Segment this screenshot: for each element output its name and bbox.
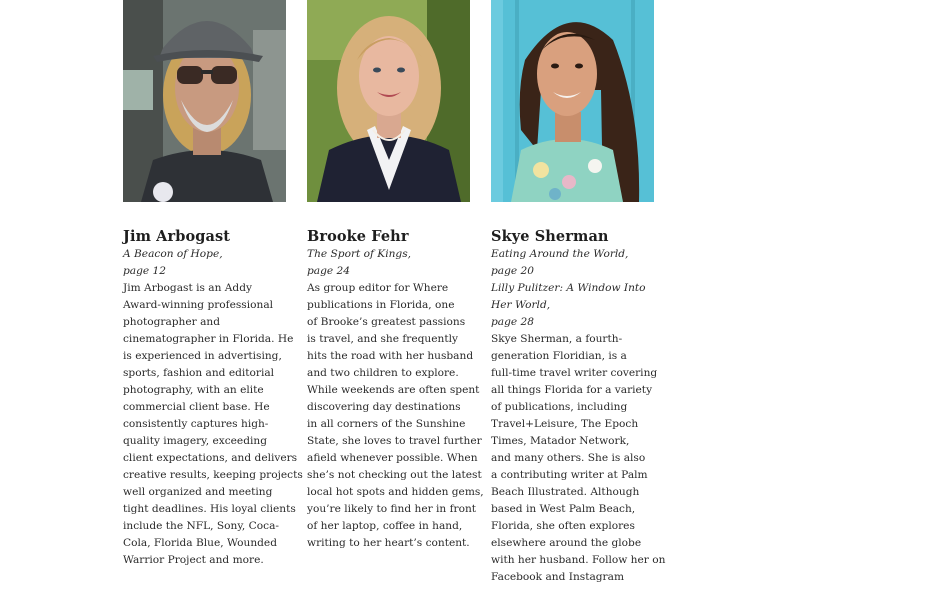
- bio-line: you’re likely to find her in front: [307, 503, 477, 515]
- bio-line: client expectations, and delivers: [123, 452, 298, 464]
- bio-line: State, she loves to travel further: [307, 435, 482, 447]
- story-title: Eating Around the World,: [491, 248, 629, 260]
- bio-line: photographer and: [123, 316, 221, 328]
- bio-line: Beach Illustrated. Although: [491, 486, 640, 498]
- bio-line: Jim Arbogast is an Addy: [123, 282, 252, 294]
- story-page: page 20: [491, 265, 534, 277]
- bio-line: well organized and meeting: [123, 486, 273, 498]
- story-title: A Beacon of Hope,: [123, 248, 223, 260]
- bio-line: a contributing writer at Palm: [491, 469, 648, 481]
- bio-line: is travel, and she frequently: [307, 333, 458, 345]
- story-title: The Sport of Kings,: [307, 248, 412, 260]
- bio-line: Facebook and Instagram: [491, 571, 624, 583]
- bio-line: publications in Florida, one: [307, 299, 455, 311]
- bio-line: elsewhere around the globe: [491, 537, 642, 549]
- bio-line: of publications, including: [491, 401, 628, 413]
- bio-line: based in West Palm Beach,: [491, 503, 636, 515]
- contributor-card-brooke-fehr: [307, 0, 484, 552]
- bio-line: sports, fashion and editorial: [123, 367, 275, 379]
- bio-line: generation Floridian, is a: [491, 350, 627, 362]
- contributor-name: Brooke Fehr: [307, 228, 409, 245]
- bio-line: Award-winning professional: [123, 299, 274, 311]
- contributor-bio: [491, 331, 666, 586]
- contributor-card-jim-arbogast: [123, 0, 303, 569]
- bio-line: full-time travel writer covering: [491, 367, 658, 379]
- bio-line: creative results, keeping projects: [123, 469, 303, 481]
- bio-line: afield whenever possible. When: [307, 452, 478, 464]
- bio-line: photography, with an elite: [123, 384, 264, 396]
- bio-line: Cola, Florida Blue, Wounded: [123, 537, 277, 549]
- portrait-illustration: [123, 0, 286, 202]
- bio-line: As group editor for Where: [307, 282, 449, 294]
- bio-line: discovering day destinations: [307, 401, 461, 413]
- bio-line: Warrior Project and more.: [123, 554, 264, 566]
- story-page: page 28: [491, 316, 534, 328]
- bio-line: commercial client base. He: [123, 401, 270, 413]
- bio-line: hits the road with her husband: [307, 350, 474, 362]
- bio-line: with her husband. Follow her on: [491, 554, 666, 566]
- bio-line: and two children to explore.: [307, 367, 459, 379]
- bio-line: consistently captures high-: [123, 418, 269, 430]
- story-page: page 12: [123, 265, 166, 277]
- bio-line: writing to her heart’s content.: [307, 537, 470, 549]
- bio-line: of Brooke’s greatest passions: [307, 316, 466, 328]
- bio-line: Skye Sherman, a fourth-: [491, 333, 623, 345]
- bio-line: local hot spots and hidden gems,: [307, 486, 484, 498]
- contributor-photo: [123, 0, 286, 202]
- bio-line: all things Florida for a variety: [491, 384, 653, 396]
- contributor-bio: [123, 280, 303, 569]
- contributor-name: Skye Sherman: [491, 228, 609, 245]
- contributor-card-skye-sherman: [491, 0, 666, 586]
- bio-line: in all corners of the Sunshine: [307, 418, 466, 430]
- bio-line: cinematographer in Florida. He: [123, 333, 294, 345]
- contributor-photo: [307, 0, 470, 202]
- story-title: Lilly Pulitzer: A Window Into: [491, 282, 646, 294]
- bio-line: While weekends are often spent: [307, 384, 480, 396]
- bio-line: of her laptop, coffee in hand,: [307, 520, 463, 532]
- bio-line: tight deadlines. His loyal clients: [123, 503, 296, 515]
- bio-line: and many others. She is also: [491, 452, 646, 464]
- bio-line: Florida, she often explores: [491, 520, 635, 532]
- bio-line: Travel+Leisure, The Epoch: [491, 418, 639, 430]
- contributor-name: Jim Arbogast: [123, 228, 231, 245]
- bio-line: she’s not checking out the latest: [307, 469, 482, 481]
- portrait-illustration: [491, 0, 654, 202]
- contributor-bio: [307, 280, 484, 552]
- contributor-photo: [491, 0, 654, 202]
- bio-line: Times, Matador Network,: [491, 435, 630, 447]
- portrait-illustration: [307, 0, 470, 202]
- story-title: Her World,: [491, 299, 551, 311]
- bio-line: quality imagery, exceeding: [123, 435, 267, 447]
- story-page: page 24: [307, 265, 350, 277]
- bio-line: is experienced in advertising,: [123, 350, 282, 362]
- bio-line: include the NFL, Sony, Coca-: [123, 520, 279, 532]
